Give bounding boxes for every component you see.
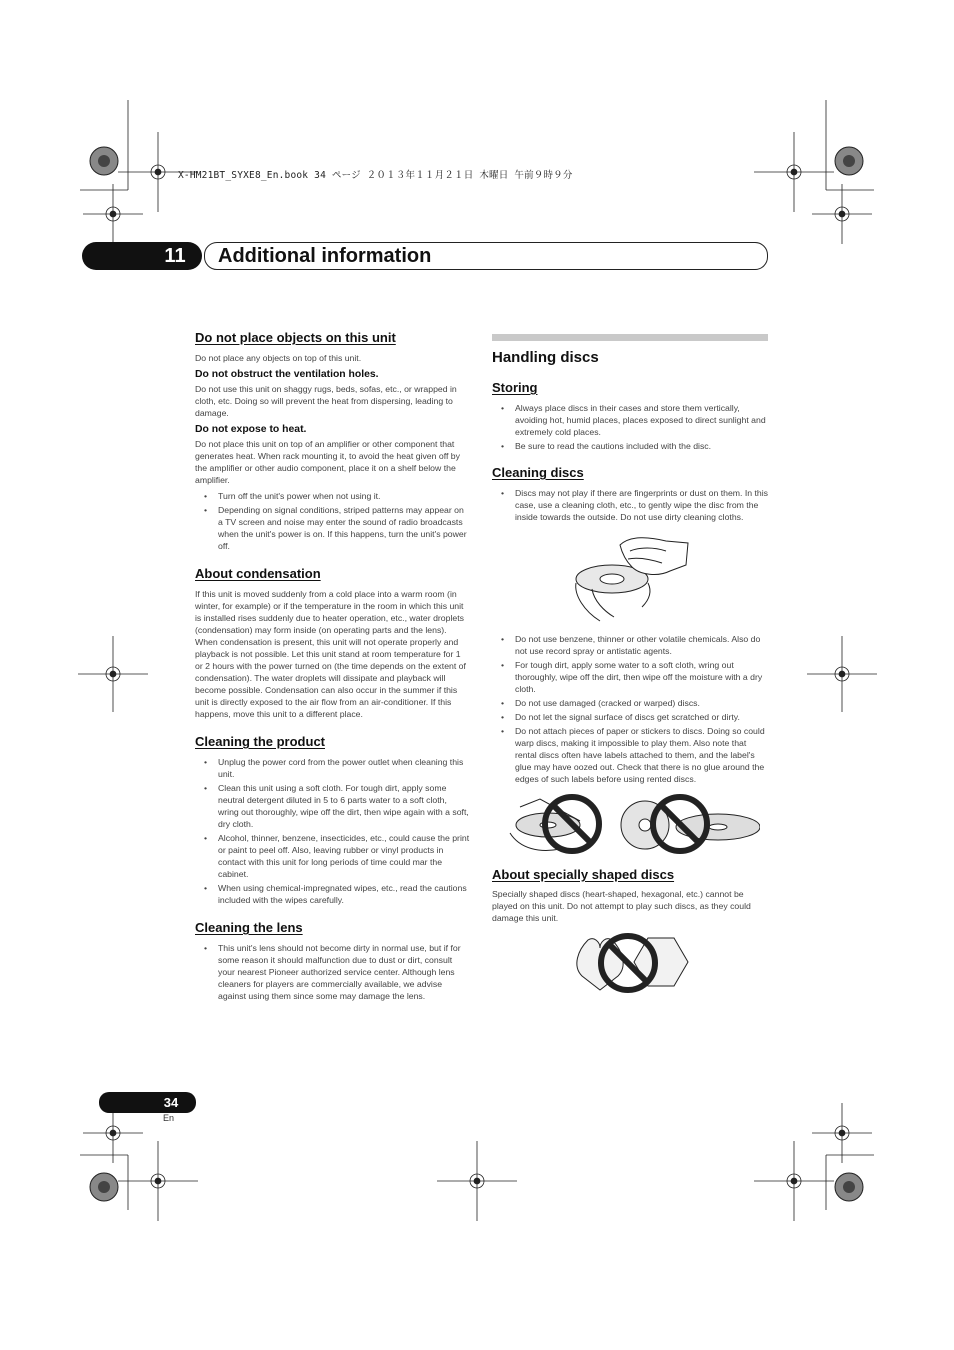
heading-cleaning-product: Cleaning the product [195,734,325,749]
cleaning-lens-bullets [195,942,470,1002]
heading-cleaning-discs: Cleaning discs [492,465,584,480]
file-info-line: X-HM21BT_SYXE8_En.book 34 ページ ２０１３年１１月２１日 木曜日 午前９時９分 [178,170,573,181]
list-item: • Be sure to read the cautions included with the disc. [492,440,768,452]
storing-bullets [492,402,768,452]
objects-bullets [195,490,470,552]
list-item: • Do not use benzene, thinner or other volatile chemicals. Also do not use record spray or antistatic agents. [492,633,768,657]
list-item: • Turn off the unit's power when not using it. [195,490,470,502]
list-item: • Do not use damaged (cracked or warped) discs. [492,697,768,709]
list-item: • Do not attach pieces of paper or stickers to discs. Doing so could warp discs, making it impossible to play them. Also note that rental discs often have labels attached to them, and the label's glue may have oozed out. Check that there is no glue around the edges of such labels before using rented discs. [492,725,768,785]
cleaning-discs-bullets-1 [492,487,768,523]
list-item: • Always place discs in their cases and store them vertically, avoiding hot, humid places, places exposed to direct sunlight and extremely cold places. [492,402,768,438]
heading-cleaning-lens: Cleaning the lens [195,920,303,935]
cleaning-discs-bullets-2 [492,633,768,785]
left-column [195,330,470,1004]
list-item: • When using chemical-impregnated wipes, etc., read the cautions included with the wipes carefully. [195,882,470,906]
condensation-text: If this unit is moved suddenly from a cold place into a warm room (in winter, for example) or if the temperature in the room in which this unit is installed rises suddenly due to heater operation, etc., water droplets (condensation) may form inside (on operating parts and the lens). When condensation is present, this unit will not operate properly and playback is not possible. Let this unit stand at room temperature for 1 or 2 hours with the power turned on (the time depends on the extent of condensation). The water droplets will dissipate and playback will become possible. Condensation can also occur in the summer if this unit is directly exposed to the air flow from an air-conditioner. If this happens, move this unit to a different place. [195,589,466,719]
list-item: • Discs may not play if there are fingerprints or dust on them. In this case, use a cleaning cloth, etc., to gently wipe the disc from the inside towards the outside. Do not use dirty cleaning cloths. [492,487,768,523]
right-column [492,330,768,994]
disc-wiping-illustration [570,531,690,623]
page-language: En [163,1113,175,1123]
prohibited-discs-illustration [500,793,760,855]
heat-text: Do not place this unit on top of an amplifier or other component that generates heat. When rack mounting it, to avoid the heat given off by the amplifier or other audio component, place it on a shelf below the amplifier. [195,439,460,485]
objects-text: Do not place any objects on top of this unit. [195,353,362,363]
list-item: • This unit's lens should not become dirty in normal use, but if for some reason it should malfunction due to dust or dirt, consult your nearest Pioneer authorized service center. Although lens cleaners for players are commercially available, we advise against using them since some may damage the lens. [195,942,470,1002]
shaped-discs-illustration [570,932,690,994]
section-bar [492,334,768,341]
heading-condensation: About condensation [195,566,321,581]
list-item: • Clean this unit using a soft cloth. For tough dirt, apply some neutral detergent diluted in 5 to 6 parts water to a soft cloth, wring out thoroughly, wipe off the dirt, then wipe again with a soft, dry cloth. [195,782,470,830]
heading-ventilation: Do not obstruct the ventilation holes. [195,369,379,380]
heading-objects: Do not place objects on this unit [195,330,396,345]
list-item: • For tough dirt, apply some water to a soft cloth, wring out thoroughly, wipe off the dirt, then wipe off the moisture with a dry cloth. [492,659,768,695]
page-number: 34 [163,1095,179,1110]
chapter-number: 11 [164,245,186,267]
list-item: • Alcohol, thinner, benzene, insecticides, etc., could cause the print or paint to peel off. Also, leaving rubber or vinyl products in contact with this unit for long periods of time could mar the cabinet. [195,832,470,880]
shaped-discs-text: Specially shaped discs (heart-shaped, hexagonal, etc.) cannot be played on this unit. Do not attempt to play such discs, as they could damage this unit. [492,889,751,923]
chapter-title: Additional information [218,245,432,267]
heading-storing: Storing [492,380,538,395]
list-item: • Unplug the power cord from the power outlet when cleaning this unit. [195,756,470,780]
ventilation-text: Do not use this unit on shaggy rugs, beds, sofas, etc., or wrapped in cloth, etc. Doing so will prevent the heat from dispersing, leading to damage. [195,384,457,418]
list-item: • Depending on signal conditions, striped patterns may appear on a TV screen and noise may enter the sound of radio broadcasts when the unit's power is on. If this happens, turn the unit's power off. [195,504,470,552]
heading-handling-discs: Handling discs [492,349,599,366]
heading-heat: Do not expose to heat. [195,424,307,435]
cleaning-product-bullets [195,756,470,906]
heading-shaped-discs: About specially shaped discs [492,867,675,882]
list-item: • Do not let the signal surface of discs get scratched or dirty. [492,711,768,723]
